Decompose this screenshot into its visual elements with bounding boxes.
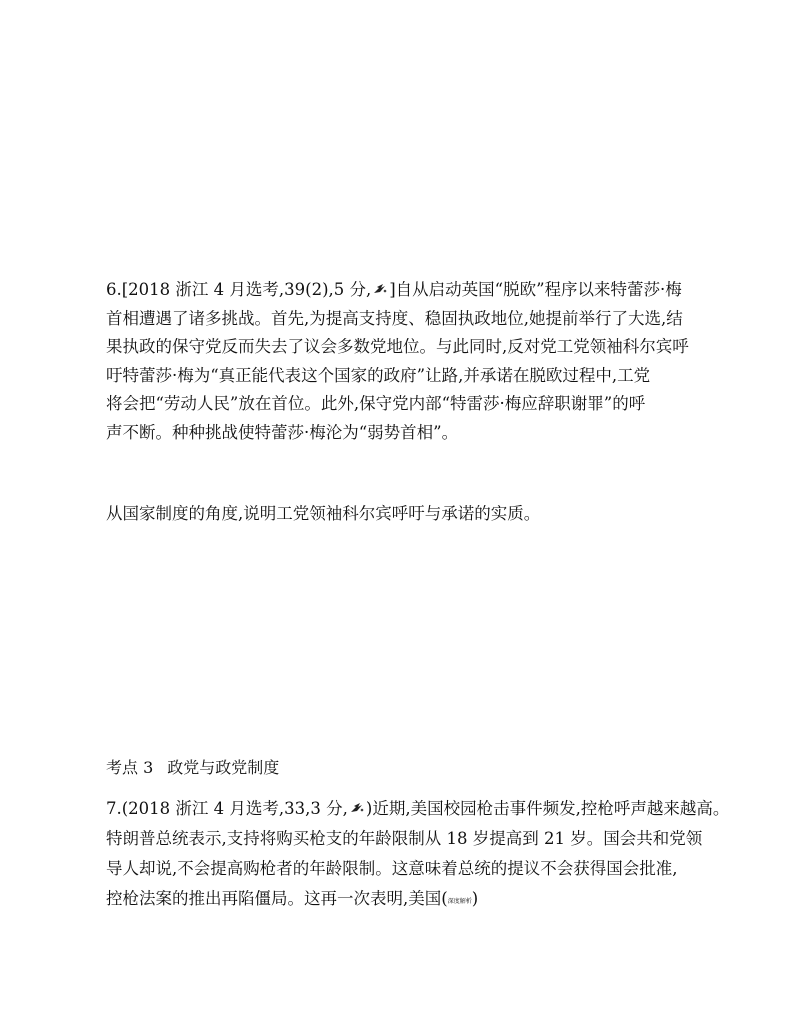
question-6-first-line (106, 276, 706, 305)
section-title: 政党与政党制度 (167, 758, 280, 777)
close-paren: ) (471, 889, 479, 908)
question-6-prompt: 从国家制度的角度,说明工党领袖科尔宾呼吁与承诺的实质。 (106, 504, 541, 523)
question-7-line: 导人却说,不会提高购枪者的年龄限制。这意味着总统的提议不会获得国会批准, (106, 859, 678, 878)
question-6 (106, 276, 706, 447)
question-7 (106, 794, 746, 914)
question-6-line: 吁特蕾莎·梅为“真正能代表这个国家的政府”让路,并承诺在脱欧过程中,工党 (106, 365, 651, 385)
question-7-last-text: 控枪法案的推出再陷僵局。这再一次表明,美国( (106, 889, 448, 908)
question-6-line: 声不断。种种挑战使特蕾莎·梅沦为“弱势首相”。 (106, 422, 459, 442)
question-7-suffix: )近期,美国校园枪击事件频发,控枪呼声越来越高。 (365, 799, 730, 818)
question-6-line: 果执政的保守党反而失去了议会多数党地位。与此同时,反对党工党领袖科尔宾呼 (106, 337, 689, 356)
star-difficulty-icon (349, 802, 365, 814)
section-heading (106, 754, 279, 782)
question-7-line: 特朗普总统表示,支持将购买枪支的年龄限制从 18 岁提高到 21 岁。国会共和党领 (106, 829, 703, 848)
question-7-first-line (106, 794, 746, 824)
question-6-line: 将会把“劳动人民”放在首位。此外,保守党内部“特雷莎·梅应辞职谢罪”的呼 (106, 394, 646, 413)
question-6-line: 首相遭遇了诸多挑战。首先,为提高支持度、稳固执政地位,她提前举行了大选,结 (106, 308, 683, 328)
question-7-prefix: 7.(2018 浙江 4 月选考,33,3 分, (106, 799, 348, 818)
question-7-last-line (106, 884, 746, 914)
question-6-prefix: 6.[2018 浙江 4 月选考,39(2),5 分, (106, 280, 372, 299)
question-6-suffix: ]自从启动英国“脱欧”程序以来特蕾莎·梅 (389, 280, 682, 299)
analysis-note: 深度解析 (447, 898, 472, 905)
section-number: 考点 3 (106, 758, 154, 777)
star-difficulty-icon (372, 283, 388, 295)
